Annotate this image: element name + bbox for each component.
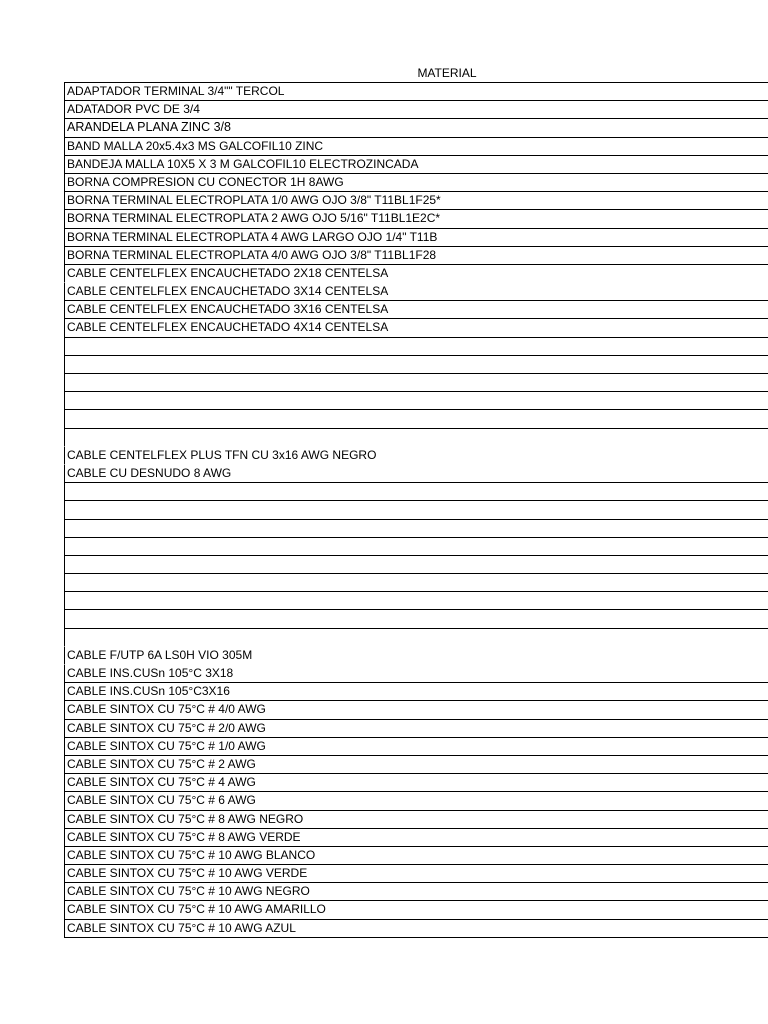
- material-table: [64, 82, 768, 938]
- column-header-material: MATERIAL: [417, 66, 477, 80]
- table-row[interactable]: [64, 592, 768, 610]
- table-row[interactable]: [64, 538, 768, 556]
- table-row[interactable]: CABLE SINTOX CU 75°C # 10 AWG VERDE: [64, 865, 768, 883]
- table-row[interactable]: ARANDELA PLANA ZINC 3/8: [64, 119, 768, 137]
- table-row[interactable]: CABLE SINTOX CU 75°C # 2/0 AWG: [64, 720, 768, 738]
- table-row[interactable]: [64, 520, 768, 538]
- table-row[interactable]: CABLE SINTOX CU 75°C # 2 AWG: [64, 756, 768, 774]
- table-row[interactable]: CABLE SINTOX CU 75°C # 4/0 AWG: [64, 701, 768, 719]
- table-row[interactable]: ADATADOR PVC DE 3/4: [64, 101, 768, 119]
- table-row[interactable]: CABLE F/UTP 6A LS0H VIO 305M: [64, 647, 768, 665]
- table-row[interactable]: BORNA TERMINAL ELECTROPLATA 2 AWG OJO 5/16" T11BL1E2C*: [64, 210, 768, 228]
- table-row[interactable]: ADAPTADOR TERMINAL 3/4"" TERCOL: [64, 83, 768, 101]
- table-row[interactable]: [64, 629, 768, 647]
- table-row[interactable]: [64, 338, 768, 356]
- table-row[interactable]: [64, 374, 768, 392]
- table-row[interactable]: BORNA COMPRESION CU CONECTOR 1H 8AWG: [64, 174, 768, 192]
- table-row[interactable]: CABLE INS.CUSn 105°C3X16: [64, 683, 768, 701]
- table-row[interactable]: [64, 429, 768, 447]
- table-row[interactable]: CABLE SINTOX CU 75°C # 10 AWG AMARILLO: [64, 901, 768, 919]
- table-row[interactable]: CABLE CENTELFLEX PLUS TFN CU 3x16 AWG NEGRO: [64, 447, 768, 465]
- table-row[interactable]: [64, 356, 768, 374]
- table-row[interactable]: CABLE CENTELFLEX ENCAUCHETADO 4X14 CENTELSA: [64, 319, 768, 337]
- table-row[interactable]: CABLE SINTOX CU 75°C # 8 AWG NEGRO: [64, 811, 768, 829]
- table-row[interactable]: CABLE CENTELFLEX ENCAUCHETADO 3X14 CENTELSA: [64, 283, 768, 301]
- table-row[interactable]: [64, 556, 768, 574]
- table-row[interactable]: CABLE SINTOX CU 75°C # 6 AWG: [64, 792, 768, 810]
- table-row[interactable]: CABLE CU DESNUDO 8 AWG: [64, 465, 768, 483]
- table-row[interactable]: [64, 574, 768, 592]
- table-row[interactable]: BAND MALLA 20x5.4x3 MS GALCOFIL10 ZINC: [64, 138, 768, 156]
- table-row[interactable]: CABLE SINTOX CU 75°C # 10 AWG BLANCO: [64, 847, 768, 865]
- table-row[interactable]: BORNA TERMINAL ELECTROPLATA 4 AWG LARGO OJO 1/4" T11B: [64, 229, 768, 247]
- table-row[interactable]: [64, 501, 768, 519]
- table-row[interactable]: CABLE SINTOX CU 75°C # 8 AWG VERDE: [64, 829, 768, 847]
- table-row[interactable]: CABLE INS.CUSn 105°C 3X18: [64, 665, 768, 683]
- table-row[interactable]: CABLE SINTOX CU 75°C # 10 AWG NEGRO: [64, 883, 768, 901]
- table-row[interactable]: CABLE CENTELFLEX ENCAUCHETADO 2X18 CENTELSA: [64, 265, 768, 283]
- table-row[interactable]: CABLE SINTOX CU 75°C # 1/0 AWG: [64, 738, 768, 756]
- table-row[interactable]: BORNA TERMINAL ELECTROPLATA 1/0 AWG OJO 3/8" T11BL1F25*: [64, 192, 768, 210]
- table-row[interactable]: CABLE SINTOX CU 75°C # 4 AWG: [64, 774, 768, 792]
- table-row[interactable]: [64, 392, 768, 410]
- table-row[interactable]: [64, 483, 768, 501]
- table-row[interactable]: [64, 410, 768, 428]
- table-row[interactable]: [64, 610, 768, 628]
- table-row[interactable]: CABLE CENTELFLEX ENCAUCHETADO 3X16 CENTELSA: [64, 301, 768, 319]
- table-row[interactable]: CABLE SINTOX CU 75°C # 10 AWG AZUL: [64, 920, 768, 938]
- table-row[interactable]: BANDEJA MALLA 10X5 X 3 M GALCOFIL10 ELECTROZINCADA: [64, 156, 768, 174]
- table-row[interactable]: BORNA TERMINAL ELECTROPLATA 4/0 AWG OJO 3/8" T11BL1F28: [64, 247, 768, 265]
